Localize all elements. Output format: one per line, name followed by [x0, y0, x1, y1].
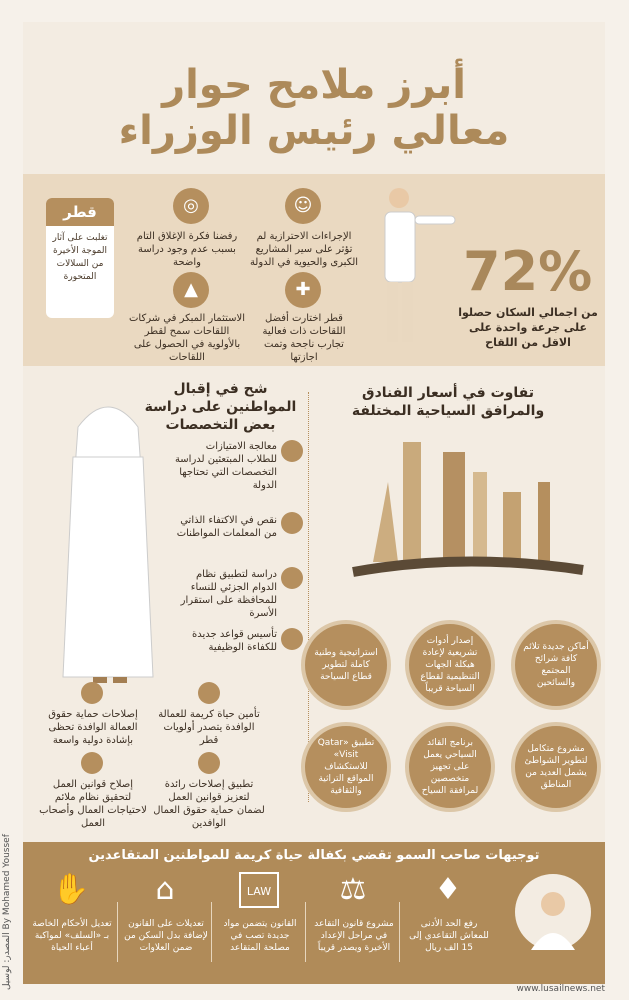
bullet-dot: [198, 752, 220, 774]
growth-icon: ▲: [173, 272, 209, 308]
left-item: معالجة الامتيازات للطلاب المبتعثين لدراسة التخصصات التي تحتاجها الدولة: [174, 441, 277, 491]
separator: [305, 902, 306, 962]
labor-item: تأمين حياة كريمة للعمالة الوافدة يتصدر أولويات قطر: [158, 709, 260, 746]
separator: [399, 902, 400, 962]
retirement-item: تعديل الأحكام الخاصة بـ «السلف» لمواكبة أعباء الحياة: [32, 919, 112, 953]
bullet-dot: [198, 682, 220, 704]
infographic: [23, 22, 605, 984]
left-item: نقص في الاكتفاء الذاتي من المعلمات المواطنات: [176, 515, 277, 539]
retirement-title: توجيهات صاحب السمو تقضي بكفالة حياة كريمة للمواطنين المتقاعدين: [88, 848, 540, 863]
tourism-circle: تطبيق «Qatar Visit» للاستكشاف المواقع التراثية والثقافية: [301, 722, 391, 812]
stat-text: من اجمالي السكان حصلوا على جرعة واحدة على الاقل من اللقاح: [458, 306, 598, 349]
title-line-1: أبرز ملامح حوار: [162, 62, 466, 108]
labor-item: إصلاحات حماية حقوق العمالة الوافدة تحظى بإشادة دولية واسعة: [48, 709, 138, 746]
credit-sidebar: [2, 830, 20, 990]
left-item: تأسيس قواعد جديدة للكفاءة الوظيفية: [192, 629, 277, 653]
left-item: دراسة لتطبيق نظام الدوام الجزئي للنساء للمحافظة على استقرار الأسرة: [180, 569, 277, 619]
qatar-heading: قطر: [46, 198, 114, 226]
point-lockdown: رفضنا فكرة الإغلاق التام بسبب عدم وجود دراسة واضحة: [136, 231, 238, 268]
left-section-title: شح في إقبال المواطنين على دراسة بعض التخصصات: [144, 381, 297, 433]
retiree-illustration: [513, 872, 593, 952]
tourism-circle: مشروع متكامل لتطوير الشواطئ يشمل العديد من المناطق: [511, 722, 601, 812]
labor-item: تطبيق إصلاحات رائدة لتعزيز قوانين العمل لضمان حماية حقوق العمال الوافدين: [153, 779, 265, 829]
bullet-dot: [281, 628, 303, 650]
scales-icon: ⚖: [339, 872, 367, 907]
vaccine-icon: ✚: [285, 272, 321, 308]
doctor-illustration: [369, 182, 459, 352]
skyline-illustration: [333, 432, 593, 582]
author-credit: By Mohamed Youssef: [2, 834, 12, 930]
retirement-item: تعديلات على القانون لإضافة بدل السكن من ضمن العلاوات: [124, 919, 208, 953]
tourism-circle: إصدار أدوات تشريعية لإعادة هيكلة الجهات التنظيمية لقطاع السياحة قريباً: [405, 620, 495, 710]
footer-url[interactable]: www.lusailnews.net: [516, 984, 605, 994]
point-vaccines: قطر اختارت أفضل اللقاحات ذات فعالية تجارب ناجحة وتمت اجازتها: [262, 313, 346, 363]
retirement-item: رفع الحد الأدنى للمعاش التقاعدي إلى 15 الف ريال: [409, 919, 489, 953]
house-icon: ⌂: [155, 872, 175, 907]
point-measures: الإجراءات الاحترازية لم تؤثر على سير المشاريع الكبرى والحيوية في الدولة: [249, 231, 359, 268]
qatar-text: تغلبت على آثار الموجة الأخيرة من السلالات المتحورة: [52, 233, 108, 282]
retirement-item: مشروع قانون التقاعد في مراحل الإعداد الأخيرة ويصدر قريباً: [314, 919, 394, 953]
tourism-circle: أماكن جديدة تلائم كافة شرائح المجتمع والسائحين: [511, 620, 601, 710]
title-line-2: معالي رئيس الوزراء: [118, 108, 510, 154]
stat-number: 72%: [463, 240, 593, 303]
tourism-circle: برنامج القائد السياحي يعمل على تجهيز متخصصين لمرافقة السياح: [405, 722, 495, 812]
separator: [117, 902, 118, 962]
page-title: [23, 62, 605, 154]
tourism-circle: استراتيجية وطنية كاملة لتطوير قطاع السياحة: [301, 620, 391, 710]
mask-icon: ☺: [285, 188, 321, 224]
bullet-dot: [81, 682, 103, 704]
right-section-title: تفاوت في أسعار الفنادق والمرافق السياحية المختلفة: [351, 385, 545, 419]
bullet-dot: [281, 512, 303, 534]
bullet-dot: [281, 440, 303, 462]
separator: [211, 902, 212, 962]
bullet-dot: [281, 567, 303, 589]
point-investment: الاستثمار المبكر في شركات اللقاحات سمح لقطر بالأولوية في الحصول على اللقاحات: [129, 313, 245, 363]
source-credit: المصدر: لوسيل: [2, 932, 12, 990]
money-bag-icon: ♦: [434, 872, 462, 907]
labor-item: إصلاح قوانين العمل لتحقيق نظام ملائم لاحتياجات العمال وأصحاب العمل: [39, 779, 147, 829]
law-book-icon: LAW: [239, 872, 279, 908]
globe-icon: ◎: [173, 188, 209, 224]
retirement-item: القانون يتضمن مواد جديدة تصب في مصلحة المتقاعد: [223, 919, 297, 953]
bullet-dot: [81, 752, 103, 774]
cash-hand-icon: ✋: [52, 872, 90, 907]
